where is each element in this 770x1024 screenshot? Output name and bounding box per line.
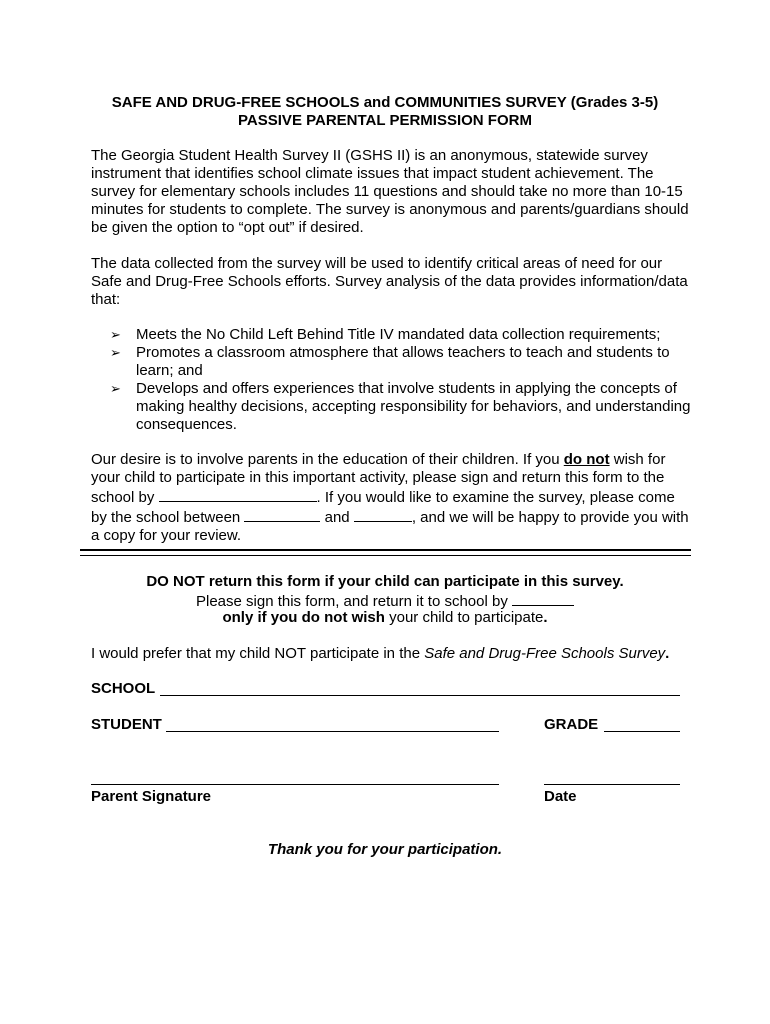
return-date-blank[interactable] [159, 487, 317, 502]
return-instruction: Please sign this form, and return it to school by [0, 591, 770, 611]
end-time-blank[interactable] [354, 507, 412, 522]
parent-signature-field[interactable] [91, 784, 499, 785]
thank-you-note: Thank you for your participation. [267, 841, 503, 858]
grade-field[interactable] [604, 731, 680, 732]
benefits-list [110, 326, 695, 434]
school-label: SCHOOL [91, 680, 156, 697]
condition-instruction: only if you do not wish your child to participate. [222, 609, 548, 626]
student-field[interactable] [166, 731, 499, 732]
student-label: STUDENT [91, 716, 162, 733]
date-label: Date [544, 788, 577, 805]
arrow-bullet-icon: ➢ [110, 327, 121, 342]
do-not-emphasis: do not [563, 451, 610, 468]
arrow-bullet-icon: ➢ [110, 381, 121, 396]
list-item: ➢ Promotes a classroom atmosphere that allows teachers to teach and students to learn; and [110, 344, 670, 379]
form-title: SAFE AND DRUG-FREE SCHOOLS and COMMUNITIES SURVEY (Grades 3-5) [111, 94, 659, 111]
form-subtitle: PASSIVE PARENTAL PERMISSION FORM [238, 112, 532, 129]
do-not-return-notice: DO NOT return this form if your child can participate in this survey. [146, 573, 624, 590]
grade-label: GRADE [544, 716, 599, 733]
school-field[interactable] [160, 695, 680, 696]
parent-signature-label: Parent Signature [91, 788, 212, 805]
list-item: ➢ Meets the No Child Left Behind Title IV mandated data collection requirements; [110, 326, 661, 343]
intro-paragraph: The Georgia Student Health Survey II (GSHS II) is an anonymous, statewide survey instrument that identifies school climate issues that impact student achievement. The survey for elementary schools includes 11 questions and should take no more than 10-15 minutes for students to complete. The survey is anonymous and parents/guardians should be given the option to “opt out” if desired. [91, 147, 689, 236]
start-time-blank[interactable] [244, 507, 320, 522]
opt-out-statement: I would prefer that my child NOT participate in the Safe and Drug-Free Schools Survey. [91, 645, 670, 662]
arrow-bullet-icon: ➢ [110, 345, 121, 360]
return-by-blank[interactable] [512, 591, 574, 606]
data-use-paragraph: The data collected from the survey will be used to identify critical areas of need for our Safe and Drug-Free Schools efforts. Survey analysis of the data provides information/data that: [91, 255, 688, 308]
list-item: ➢ Develops and offers experiences that involve students in applying the concepts of making healthy decisions, accepting responsibility for behaviors, and understanding consequences. [110, 380, 691, 433]
date-field[interactable] [544, 784, 680, 785]
involvement-paragraph: Our desire is to involve parents in the education of their children. If you do not wish for your child to participate in this important activity, please sign and return this form to the school by . If you would like to examine the survey, please come by the school between and , and we will be happy to provide you with a copy for your review. [91, 451, 689, 544]
section-divider [80, 549, 691, 556]
